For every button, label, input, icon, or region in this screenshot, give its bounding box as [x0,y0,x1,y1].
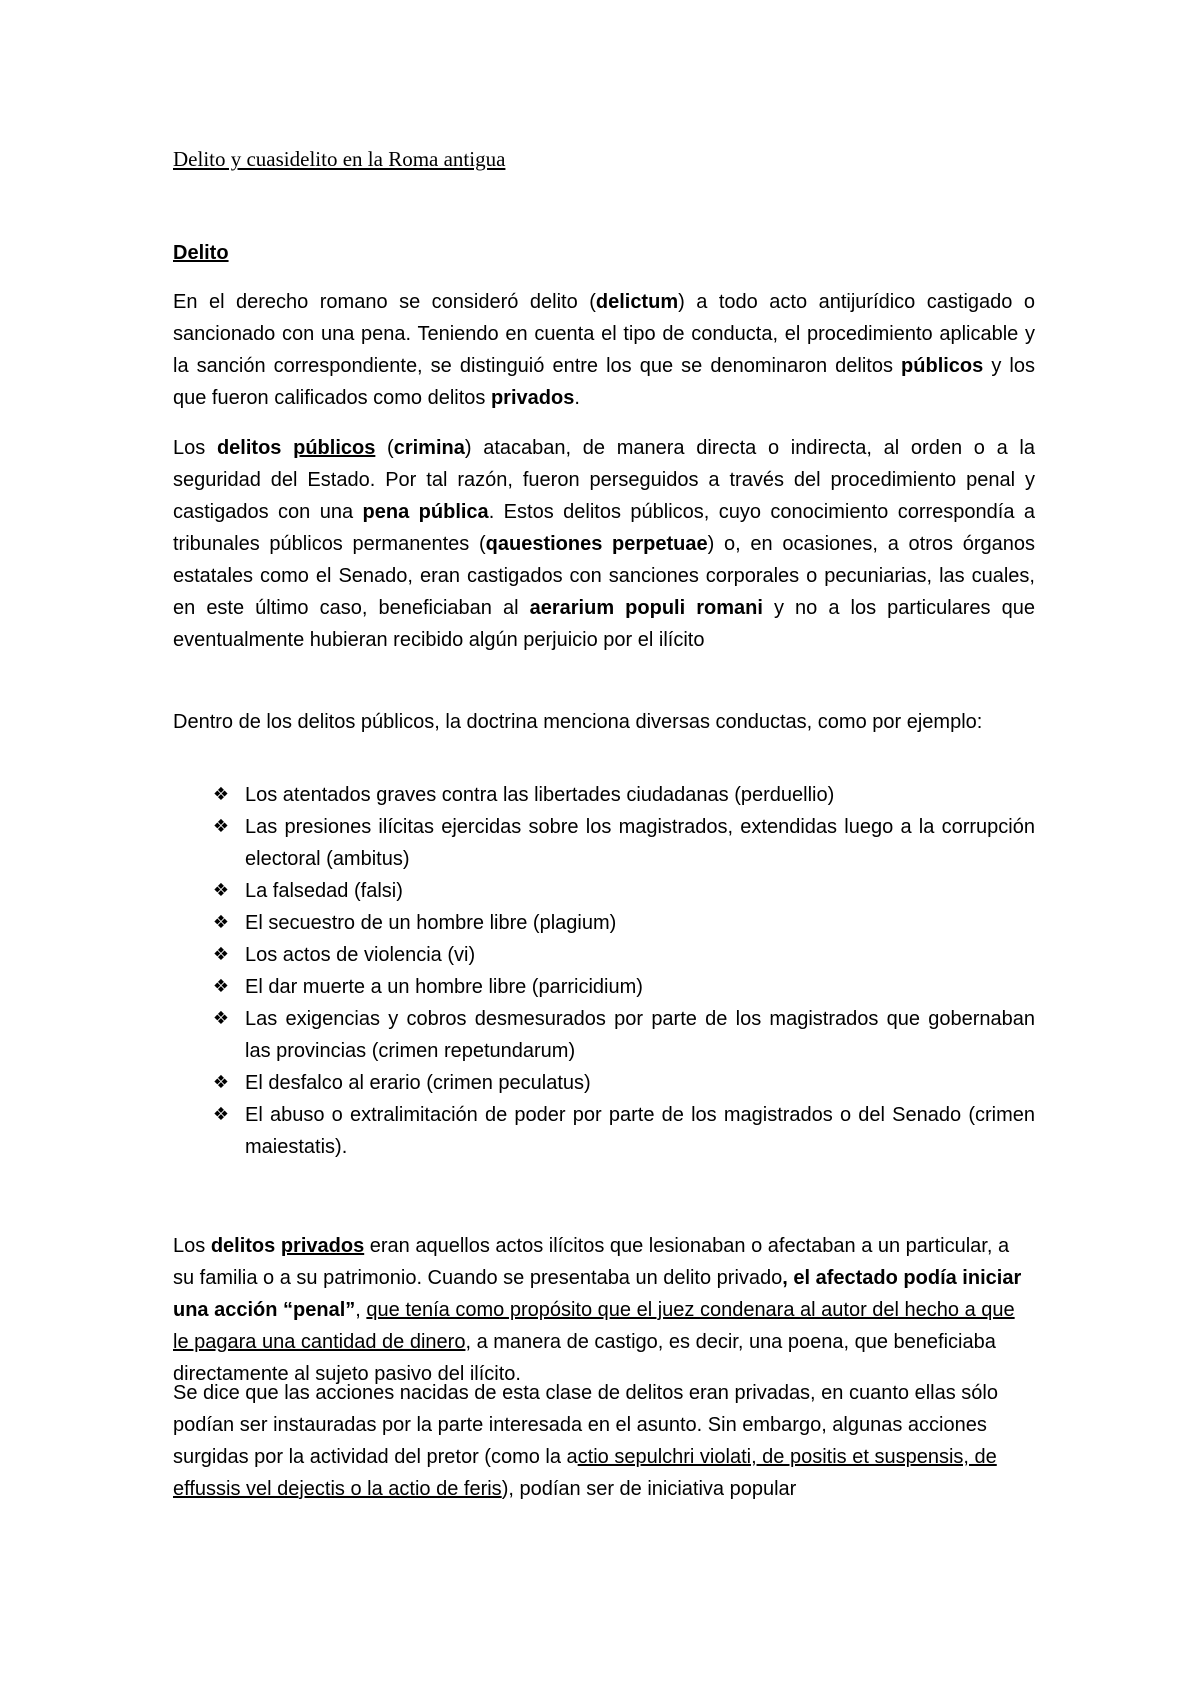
diamond-bullet-icon: ❖ [212,976,230,997]
diamond-bullet-icon: ❖ [212,944,230,965]
list-item: ❖ El desfalco al erario (crimen peculatus) [173,1067,1035,1099]
conductas-list [173,779,1035,1163]
document-title: Delito y cuasidelito en la Roma antigua [173,147,506,171]
list-item: ❖ El dar muerte a un hombre libre (parricidium) [173,971,1035,1003]
section-heading: Delito [173,242,229,264]
list-item: ❖ La falsedad (falsi) [173,875,1035,907]
paragraph-delitos-publicos: Los delitos públicos (crimina) atacaban, de manera directa o indirecta, al orden o a la seguridad del Estado. Por tal razón, fueron perseguidos a través del procedimiento penal y castigados con una pena pública. Estos delitos públicos, cuyo conocimiento correspondía a tribunales públicos permanentes (qauestiones perpetuae) o, en ocasiones, a otros órganos estatales como el Senado, eran castigados con sanciones corporales o pecuniarias, las cuales, en este último caso, beneficiaban al aerarium populi romani y no a los particulares que eventualmente hubieran recibido algún perjuicio por el ilícito [173,437,1036,651]
paragraph-delitos-privados: Los delitos privados eran aquellos actos ilícitos que lesionaban o afectaban a un particular, a su familia o a su patrimonio. Cuando se presentaba un delito privado, el afectado podía iniciar una acción “penal”, que tenía como propósito que el juez condenara al autor del hecho a que le pagara una cantidad de dinero, a manera de castigo, es decir, una poena, que beneficiaba directamente al sujeto pasivo del ilícito. [173,1235,1022,1385]
list-item: ❖ Los actos de violencia (vi) [173,939,1035,971]
diamond-bullet-icon: ❖ [212,880,230,901]
diamond-bullet-icon: ❖ [212,1072,230,1093]
paragraph-conductas-intro: Dentro de los delitos públicos, la doctrina menciona diversas conductas, como por ejemplo: [173,711,983,733]
list-item: ❖ El secuestro de un hombre libre (plagium) [173,907,1035,939]
list-item: ❖ El abuso o extralimitación de poder por parte de los magistrados o del Senado (crimen maiestatis). [173,1099,1035,1163]
diamond-bullet-icon: ❖ [212,912,230,933]
diamond-bullet-icon: ❖ [212,1008,230,1029]
paragraph-acciones-privadas: Se dice que las acciones nacidas de esta clase de delitos eran privadas, en cuanto ellas sólo podían ser instauradas por la parte interesada en el asunto. Sin embargo, algunas acciones surgidas por la actividad del pretor (como la actio sepulchri violati, de positis et suspensis, de effussis vel dejectis o la actio de feris), podían ser de iniciativa popular [173,1382,998,1500]
paragraph-delito-definition: En el derecho romano se consideró delito (delictum) a todo acto antijurídico castigado o sancionado con una pena. Teniendo en cuenta el tipo de conducta, el procedimiento aplicable y la sanción correspondiente, se distinguió entre los que se denominaron delitos públicos y los que fueron calificados como delitos privados. [173,291,1036,409]
list-item: ❖ Las exigencias y cobros desmesurados por parte de los magistrados que gobernaban las provincias (crimen repetundarum) [173,1003,1035,1067]
diamond-bullet-icon: ❖ [212,784,230,805]
diamond-bullet-icon: ❖ [212,1104,230,1125]
list-item: ❖ Los atentados graves contra las libertades ciudadanas (perduellio) [173,779,1035,811]
diamond-bullet-icon: ❖ [212,816,230,837]
list-item: ❖ Las presiones ilícitas ejercidas sobre los magistrados, extendidas luego a la corrupción electoral (ambitus) [173,811,1035,875]
